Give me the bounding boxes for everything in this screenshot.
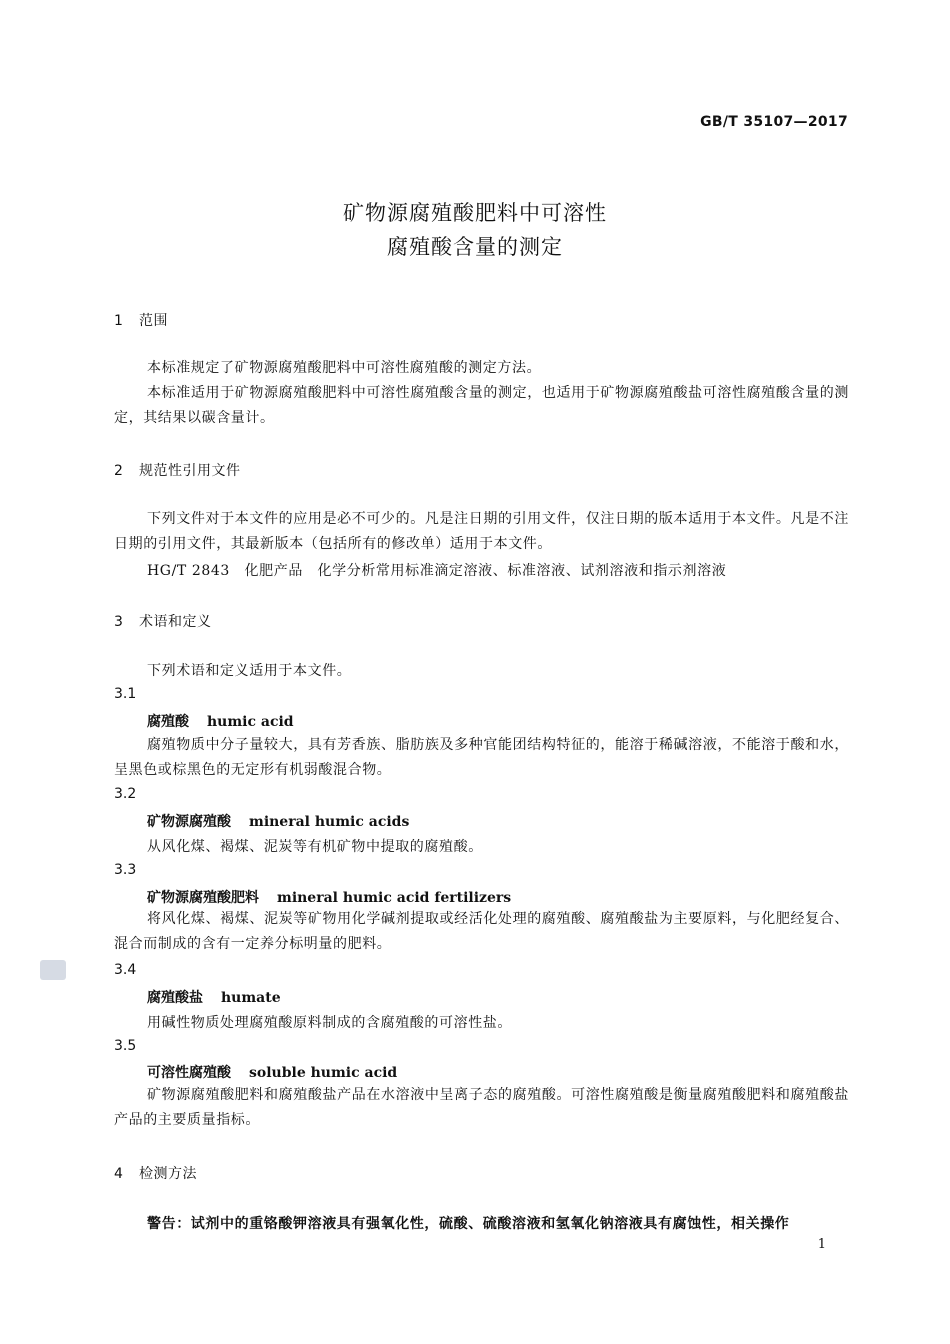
term-heading [147, 1062, 397, 1082]
paragraph: 本标准适用于矿物源腐殖酸肥料中可溶性腐殖酸含量的测定，也适用于矿物源腐殖酸盐可溶性腐殖酸含量的测定，其结果以碳含量计。 [114, 385, 849, 426]
section-number: 1 [114, 313, 124, 329]
page-number: 1 [817, 1237, 826, 1252]
section-heading [114, 1163, 197, 1183]
section-number: 4 [114, 1166, 124, 1182]
section-number: 2 [114, 463, 124, 479]
term-heading [147, 811, 409, 831]
section-heading [114, 611, 212, 631]
term-heading [147, 987, 281, 1007]
warning-text: 警告：试剂中的重铬酸钾溶液具有强氧化性，硫酸、硫酸溶液和氢氧化钠溶液具有腐蚀性，相关操作 [147, 1216, 790, 1232]
term-number: 3.2 [114, 786, 137, 802]
term-en: soluble humic acid [249, 1065, 398, 1081]
term-cn: 矿物源腐殖酸 [147, 814, 231, 830]
term-heading [147, 887, 511, 907]
term-cn: 腐殖酸 [147, 714, 189, 730]
term-en: mineral humic acid fertilizers [277, 890, 512, 906]
section-title: 检测方法 [139, 1166, 197, 1182]
term-definition: 矿物源腐殖酸肥料和腐殖酸盐产品在水溶液中呈离子态的腐殖酸。可溶性腐殖酸是衡量腐殖酸肥料和腐殖酸盐产品的主要质量指标。 [114, 1087, 849, 1128]
standard-code: GB/T 35107—2017 [700, 114, 848, 130]
paragraph: 下列文件对于本文件的应用是必不可少的。凡是注日期的引用文件，仅注日期的版本适用于本文件。凡是不注日期的引用文件，其最新版本（包括所有的修改单）适用于本文件。 [114, 511, 849, 552]
term-cn: 矿物源腐殖酸肥料 [147, 890, 259, 906]
document-title-line2: 腐殖酸含量的测定 [387, 235, 563, 259]
section-heading [114, 460, 241, 480]
watermark-logo-icon [40, 960, 66, 980]
document-title-line1: 矿物源腐殖酸肥料中可溶性 [343, 201, 607, 225]
section-title: 术语和定义 [139, 614, 212, 630]
term-en: mineral humic acids [249, 814, 410, 830]
paragraph: 本标准规定了矿物源腐殖酸肥料中可溶性腐殖酸的测定方法。 [147, 360, 542, 376]
term-heading [147, 711, 294, 731]
term-number: 3.3 [114, 862, 137, 878]
term-definition: 从风化煤、褐煤、泥炭等有机矿物中提取的腐殖酸。 [147, 839, 483, 855]
term-number: 3.1 [114, 686, 137, 702]
term-definition: 将风化煤、褐煤、泥炭等矿物用化学碱剂提取或经活化处理的腐殖酸、腐殖酸盐为主要原料，与化肥经复合、混合而制成的含有一定养分标明量的肥料。 [114, 911, 849, 952]
section-title: 范围 [139, 313, 168, 329]
section-number: 3 [114, 614, 124, 630]
term-definition: 腐殖物质中分子量较大，具有芳香族、脂肪族及多种官能团结构特征的，能溶于稀碱溶液，不能溶于酸和水，呈黑色或棕黑色的无定形有机弱酸混合物。 [114, 737, 849, 778]
term-number: 3.5 [114, 1038, 137, 1054]
paragraph: 下列术语和定义适用于本文件。 [147, 663, 352, 679]
section-title: 规范性引用文件 [139, 463, 241, 479]
reference-item: HG/T 2843 化肥产品 化学分析常用标准滴定溶液、标准溶液、试剂溶液和指示剂溶液 [147, 563, 727, 579]
term-cn: 可溶性腐殖酸 [147, 1065, 231, 1081]
term-en: humate [221, 990, 281, 1006]
term-definition: 用碱性物质处理腐殖酸原料制成的含腐殖酸的可溶性盐。 [147, 1015, 512, 1031]
term-cn: 腐殖酸盐 [147, 990, 203, 1006]
section-heading [114, 310, 168, 330]
term-en: humic acid [207, 714, 294, 730]
term-number: 3.4 [114, 962, 137, 978]
